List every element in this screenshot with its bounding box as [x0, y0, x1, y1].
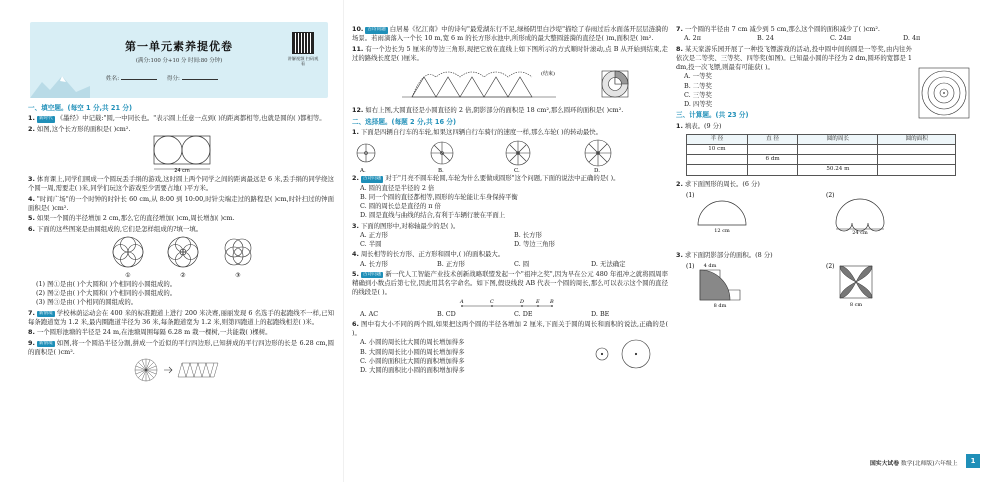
point-label: B	[550, 298, 554, 305]
question-text: 体育课上,同学们围成一个圆玩丢手绢的游戏,这时圆上两个同学之间的距离最远是 6 米,丢手绢的同学绕这个圆一周,需要走( )米,同学们玩这个游戏至少需要占地( )平方米。	[28, 175, 334, 193]
question-6: 6. 下面的这些图案是由圆组成的,它们是怎样组成的?填一填。	[28, 224, 203, 233]
dim-label: 24 cm	[852, 229, 868, 235]
question-5: 5. 如果一个圆的半径增加 2 cm,那么它的直径增加( )cm,周长增加( )cm.	[28, 214, 235, 223]
tag-label: 新情境	[38, 340, 53, 346]
sub-question: (2) 图②是由( )个大圆和( )个相同的小圆组成的。	[36, 289, 177, 298]
header-banner	[30, 22, 328, 98]
question-text: 某天家游乐园开展了一种投飞镖游戏的活动,投中圆中间的圆是一等奖,由内往外依次是二等奖、三等奖、四等奖(如图)。已知最小圆的半径为 2 dm,圆环的宽都是 1 dm,投一次飞镖,则最有可能获( )。	[676, 44, 912, 72]
table-cell: 10 cm	[687, 145, 748, 155]
option-c[interactable]: C. 24π	[830, 34, 852, 43]
option-b[interactable]: B. 长方形	[514, 230, 542, 239]
options-row	[676, 34, 976, 43]
question-text: 周长相等的长方形、正方形和圆中,( )的面积最大。	[360, 250, 505, 259]
dim-label: 8 dm	[713, 303, 727, 309]
page-subtitle: (满分:100 分+10 分 时间:80 分钟)	[135, 58, 223, 64]
question-8: 8. 一个圆形池塘的半径是 24 m,在池塘周围每隔 6.28 m 栽一棵树,一共能栽( )棵树。	[28, 328, 272, 337]
qr-caption: 讲解视频 扫码观看	[287, 56, 319, 66]
name-line	[121, 79, 157, 80]
question-1: 1. 新时代 《墨经》中记载:"圆,一中同长也。"表示圆上任意一点到( )的距离都相等,也就是圆的( )都相等。	[28, 114, 326, 123]
section-fill-blank: 一、填空题。(每空 1 分,共 21 分)	[28, 104, 133, 112]
figure-label: ③	[235, 271, 241, 279]
question-text: "时间广场"的一个时钟的时针长 60 cm,从 8:00 到 10:00,时针尖端走过的路程是( )cm,时针扫过的钟面面积是( )cm².	[28, 194, 334, 212]
sub-label: (1)	[686, 263, 695, 271]
choice-question-3: 3. 下面的图形中,对称轴最少的是( )。	[352, 221, 460, 230]
point-label: C	[490, 298, 494, 305]
table-cell-input[interactable]	[878, 155, 956, 165]
question-text: 一个圆形池塘的半径是 24 m,在池塘周围每隔 6.28 m 栽一棵树,一共能栽( )棵树。	[36, 328, 272, 337]
perimeter-figures	[676, 189, 976, 235]
option-c[interactable]: C. 半圆	[360, 239, 382, 248]
question-2: 2. 如图,这个长方形的面积是( )cm².	[28, 124, 131, 133]
option-a[interactable]: A. 长方形	[360, 259, 388, 268]
choice-question-8: 8. 某天家游乐园开展了一种投飞镖游戏的活动,投中圆中间的圆是一等奖,由内往外依次是二等奖、三等奖、四等奖(如图)。已知最小圆的半径为 2 dm,圆环的宽都是 1 dm,投一次飞镖,则最有可能获( )。	[676, 44, 912, 72]
options-row	[352, 260, 668, 269]
table-row	[687, 165, 956, 175]
question-4: 4. "时间广场"的一个时钟的时针长 60 cm,从 8:00 到 10:00,时针尖端走过的路程是( )cm,时针扫过的钟面面积是( )cm².	[28, 194, 334, 212]
option-b[interactable]: B. 同一个圆的直径都相等,圆形的车轮能让车身保持平衡	[360, 192, 518, 201]
option-c[interactable]: C. 圆的周长总是直径的 π 倍	[360, 201, 441, 210]
question-text: 下面的图形中,对称轴最少的是( )。	[360, 221, 460, 230]
question-7: 7. 新情境 学校林荫运动会在 400 米的标准跑道上进行 200 米决赛,丽丽发现 6 名选手的起跑线不一样,已知每条跑道宽为 1.2 米,最内圈跑道半径为 36 米,每条跑道宽为 1.2 米,则第四跑道上的起跑线相差( )米。	[28, 308, 334, 326]
table-cell-input[interactable]	[747, 145, 798, 155]
point-label: D	[520, 298, 525, 305]
table-cell-input[interactable]	[878, 145, 956, 155]
question-9: 9. 新情境 如图,将一个圆沿半径分割,拼成一个近似的平行四边形,已知拼成的平行四边形的长是 6.28 cm,圆的面积是( )cm².	[28, 338, 334, 356]
options-row	[352, 240, 668, 249]
section-choice: 二、选择题。(每题 2 分,共 16 分)	[352, 117, 457, 126]
page-title: 第一单元素养提优卷	[125, 40, 233, 53]
circle-patterns-figure	[28, 234, 334, 280]
option-c[interactable]: C. DE	[514, 309, 533, 318]
dim-label: 4 dm	[703, 263, 717, 270]
option-label: B.	[438, 168, 444, 174]
option-b[interactable]: B. 二等奖	[684, 81, 712, 90]
table-row	[687, 155, 956, 165]
name-label: 姓名:	[106, 76, 120, 82]
option-d[interactable]: D. 圆是直线与曲线的结合,有利于车辆行驶在平面上	[360, 211, 506, 220]
table-cell-input[interactable]	[687, 165, 748, 175]
option-d[interactable]: D. 4π	[903, 34, 921, 43]
tag-label: 古诗问题	[362, 271, 382, 277]
bike-wheels-figure	[352, 137, 668, 173]
question-10: 10. 古诗问题 白居易《忆江南》中的诗句"最爱湖东行不足,绿杨阴里白沙堤"描绘了春雨过后水面荡开层层涟漪的场景。若雨滴落入一个长 10 m,宽 6 m 的长方形水池中,所形成的最大整圆涟漪的直径是( )m,面积是( )m².	[352, 25, 668, 43]
option-a[interactable]: A. 圆的直径是半径的 2 倍	[360, 183, 435, 192]
choice-question-4: 4. 周长相等的长方形、正方形和圆中,( )的面积最大。	[352, 250, 505, 259]
segment-ab-figure	[352, 298, 668, 310]
calc-question-1: 1. 填表。(9 分)	[676, 121, 722, 130]
option-b[interactable]: B. CD	[437, 309, 456, 318]
question-text: 填表。(9 分)	[684, 121, 722, 130]
question-text: 对于"月亮不圆车轮圆,车轮为什么要做成圆形"这个问题,下面的说法中正确的是( )。	[385, 174, 620, 183]
calc-question-3: 3. 求下面阴影部分的面积。(8 分)	[676, 250, 773, 259]
page-footer	[870, 458, 958, 467]
option-d[interactable]: D. 无法确定	[591, 259, 626, 268]
option-label: C.	[514, 168, 520, 174]
option-a[interactable]: A. 2π	[684, 34, 701, 43]
footer-subject: 数学(北师版)六年级上	[900, 461, 958, 467]
option-b[interactable]: B. 24	[757, 34, 774, 43]
option-d[interactable]: D. 大圆的面积比小圆的面积增加得多	[360, 365, 465, 374]
option-label: D.	[594, 168, 600, 174]
question-text: 下面是四辆自行车的车轮,如果这四辆自行车骑行的速度一样,那么车轮( )的转动最快。	[360, 127, 603, 136]
column-right	[676, 24, 976, 482]
dim-label: 24 cm	[174, 167, 190, 174]
table-header: 直 径	[747, 134, 798, 144]
option-b[interactable]: B. 大圆的周长比小圆的周长增加得多	[360, 347, 465, 356]
table-header: 圆的周长	[798, 134, 878, 144]
dim-label: 12 cm	[714, 227, 730, 234]
table-cell-input[interactable]	[798, 145, 878, 155]
q8-block	[676, 45, 976, 109]
question-text: 有一个边长为 5 厘米的等边三角形,现把它放在直线上如下图所示的方式顺时针滚动,点 B 从开始到结束,走过的路线长度是( )厘米。	[352, 44, 668, 62]
column-middle	[352, 24, 668, 482]
question-text: 如图,将一个圆沿半径分割,拼成一个近似的平行四边形,已知拼成的平行四边形的长是 6.28 cm,圆的面积是( )cm².	[28, 338, 334, 356]
question-text: 如图,这个长方形的面积是( )cm².	[36, 124, 131, 133]
question-text: 下面的这些图案是由圆组成的,它们是怎样组成的?填一填。	[36, 224, 203, 233]
rolling-triangle-figure	[352, 63, 668, 105]
question-11: 11. 有一个边长为 5 厘米的等边三角形,现把它放在直线上如下图所示的方式顺时针滚动,点 B 从开始到结束,走过的路线长度是( )厘米。	[352, 44, 668, 62]
table-cell: 6 dm	[747, 155, 798, 165]
end-label: (结束)	[541, 71, 555, 78]
option-a[interactable]: A. 一等奖	[684, 72, 712, 81]
tag-label: 古诗问题	[362, 176, 382, 182]
table-row	[687, 145, 956, 155]
question-text: 学校林荫运动会在 400 米的标准跑道上进行 200 米决赛,丽丽发现 6 名选手的起跑线不一样,已知每条跑道宽为 1.2 米,最内圈跑道半径为 36 米,每条跑道宽为 1.2 米,则第四跑道上的起跑线相差( )米。	[28, 308, 334, 326]
choice-question-7: 7. 一个圆的半径由 7 cm 减少到 5 cm,那么这个圆的面积减少了( )cm².	[676, 25, 880, 34]
question-text: 新一代人工智能产业技术创新战略联盟发起一个"祖冲之奖",因为早在公元 480 年祖冲之就将圆周率精确到小数点后第七位,因此用其名字命名。如下图,假设线段 AB 代表一个圆的周长,那么可以表示这个圆的直径的线段是( )。	[352, 269, 668, 297]
table-header: 圆的面积	[878, 134, 956, 144]
table-cell-input[interactable]	[878, 165, 956, 175]
q6-options-block	[352, 338, 668, 375]
option-a[interactable]: A. 小圆的周长比大圆的周长增加得多	[360, 338, 465, 347]
sub-label: (1)	[686, 191, 695, 199]
table-header-row	[687, 134, 956, 144]
score-label: 得分:	[166, 76, 180, 82]
shaded-area-figures	[676, 260, 976, 308]
options-row	[352, 231, 668, 240]
point-label: E	[536, 298, 540, 305]
option-c[interactable]: C. 圆	[514, 259, 530, 268]
option-a[interactable]: A. AC	[360, 309, 379, 318]
column-left	[28, 102, 334, 482]
question-text: 一个圆的半径由 7 cm 减少到 5 cm,那么这个圆的面积减少了( )cm².	[684, 25, 880, 34]
question-text: 求下面图形的周长。(6 分)	[684, 179, 760, 188]
option-label: A.	[360, 168, 366, 174]
sub-question: (3) 图③是由( )个相同的圆组成的。	[36, 298, 138, 307]
sub-label: (2)	[826, 263, 835, 271]
question-text: 求下面阴影部分的面积。(8 分)	[684, 250, 773, 259]
dartboard-figure	[918, 67, 970, 119]
question-text: 图中有大小不同的两个圆,如果把这两个圆的半径各增加 2 厘米,下面关于圆的周长和面积的说法,正确的是( )。	[352, 319, 668, 338]
option-c[interactable]: C. 三等奖	[684, 90, 712, 99]
choice-question-2: 2. 古诗问题 对于"月亮不圆车轮圆,车轮为什么要做成圆形"这个问题,下面的说法中正确的是( )。	[352, 174, 620, 183]
question-text: 如果一个圆的半径增加 2 cm,那么它的直径增加( )cm,周长增加( )cm.	[36, 214, 235, 223]
option-d[interactable]: D. 等边三角形	[514, 239, 555, 248]
footer-brand: 国实大试卷	[870, 461, 899, 467]
question-12: 12. 如右上图,大圆直径是小圆直径的 2 倍,阴影部分的面积是 18 cm²,那么圆环的面积是( )cm².	[352, 106, 624, 115]
choice-question-6: 6. 图中有大小不同的两个圆,如果把这两个圆的半径各增加 2 厘米,下面关于圆的周长和面积的说法,正确的是( )。	[352, 319, 668, 338]
figure-label: ①	[125, 271, 131, 279]
calc-question-2: 2. 求下面图形的周长。(6 分)	[676, 179, 760, 188]
dim-label: 8 cm	[849, 302, 863, 309]
tag-label: 新时代	[38, 116, 53, 122]
section-calculation: 三、计算题。(共 23 分)	[676, 111, 749, 120]
option-d[interactable]: D. 四等奖	[684, 100, 713, 108]
options-row	[352, 310, 668, 319]
qr-code-icon[interactable]	[292, 32, 314, 54]
table-header: 半 径	[687, 134, 748, 144]
student-info	[106, 74, 226, 82]
score-line	[182, 79, 218, 80]
tag-label: 古诗问题	[367, 27, 386, 33]
page-number: 1	[966, 454, 980, 468]
circle-to-parallelogram-figure	[28, 357, 334, 383]
table-cell-input[interactable]	[798, 155, 878, 165]
figure-label: ②	[180, 271, 186, 279]
option-a[interactable]: A. 正方形	[360, 230, 388, 239]
sub-label: (2)	[826, 191, 835, 199]
question-text: 《墨经》中记载:"圆,一中同长也。"表示圆上任意一点到( )的距离都相等,也就是圆的( )都相等。	[56, 114, 326, 123]
option-b[interactable]: B. 正方形	[437, 259, 465, 268]
mountain-icon	[30, 72, 90, 98]
table-cell: 50.24 m	[798, 165, 878, 175]
choice-question-1: 1. 下面是四辆自行车的车轮,如果这四辆自行车骑行的速度一样,那么车轮( )的转动最快。	[352, 127, 603, 136]
question-text: 如右上图,大圆直径是小圆直径的 2 倍,阴影部分的面积是 18 cm²,那么圆环的面积是( )cm².	[365, 106, 624, 115]
table-cell-input[interactable]	[747, 165, 798, 175]
table-cell-input[interactable]	[687, 155, 748, 165]
page-spine	[343, 0, 344, 482]
rect-two-circles-figure	[28, 134, 334, 174]
question-text: 白居易《忆江南》中的诗句"最爱湖东行不足,绿杨阴里白沙堤"描绘了春雨过后水面荡开层层涟漪的场景。若雨滴落入一个长 10 m,宽 6 m 的长方形水池中,所形成的最大整圆涟漪的直径是( )m,面积是( )m².	[352, 25, 668, 43]
tag-label: 新情境	[38, 310, 53, 316]
option-c[interactable]: C. 小圆的面积比大圆的面积增加得多	[360, 356, 465, 365]
fill-table	[686, 134, 956, 176]
choice-question-5: 5. 古诗问题 新一代人工智能产业技术创新战略联盟发起一个"祖冲之奖",因为早在公元 480 年祖冲之就将圆周率精确到小数点后第七位,因此用其名字命名。如下图,假设线段 AB 代表一个圆的周长,那么可以表示这个圆的直径的线段是( )。	[352, 269, 668, 297]
point-label: A	[460, 298, 464, 305]
option-d[interactable]: D. BE	[591, 309, 610, 318]
question-3: 3. 体育课上,同学们围成一个圆玩丢手绢的游戏,这时圆上两个同学之间的距离最远是 6 米,丢手绢的同学绕这个圆一周,需要走( )米,同学们玩这个游戏至少需要占地( )平方米。	[28, 175, 334, 193]
two-circles-figure	[588, 336, 658, 372]
sub-question: (1) 图①是由( )个大圆和( )个相同的小圆组成的。	[36, 279, 177, 288]
